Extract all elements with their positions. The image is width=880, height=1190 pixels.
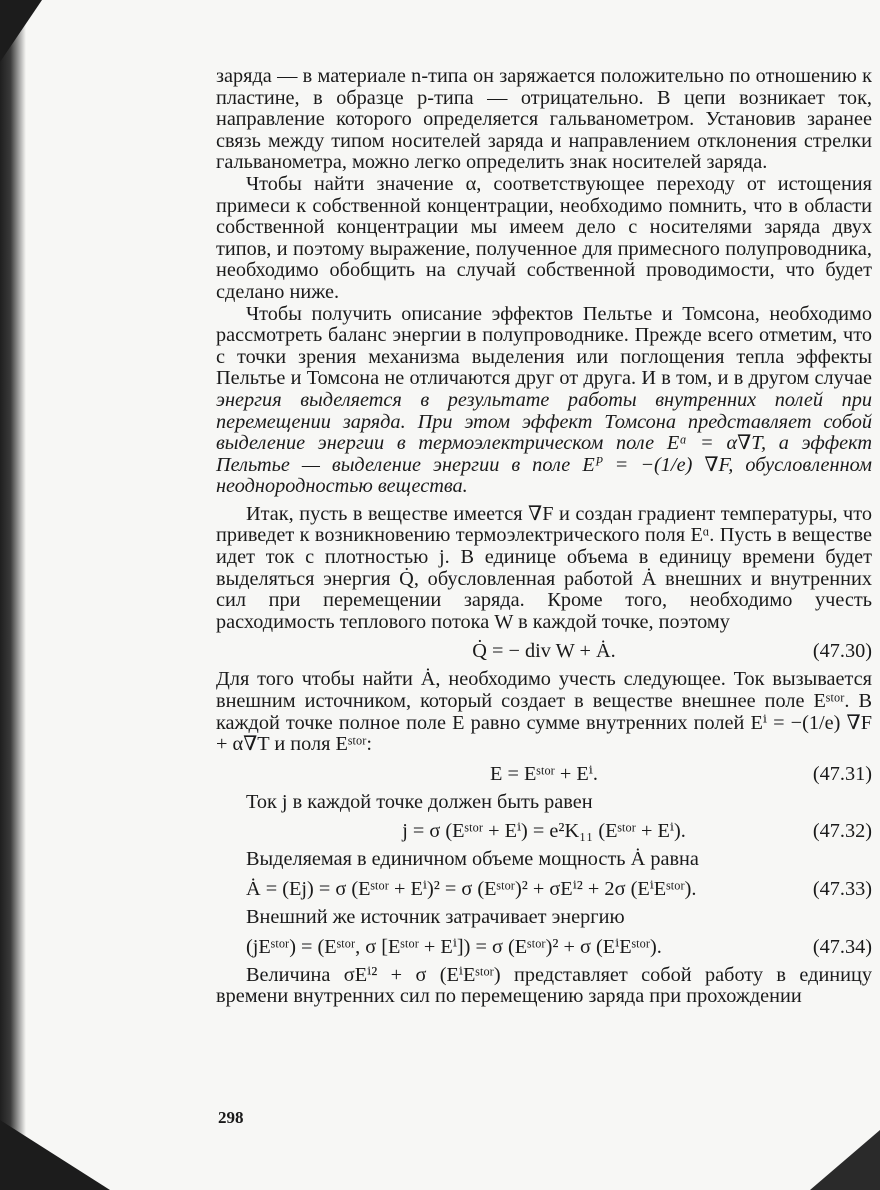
- scan-corner-bottom-right: [810, 1130, 880, 1190]
- equation-number: (47.34): [812, 935, 872, 958]
- equation-expr: (jEˢᵗᵒʳ) = (Eˢᵗᵒʳ, σ [Eˢᵗᵒʳ + Eⁱ]) = σ (Eˢᵗᵒʳ)² + σ (EⁱEˢᵗᵒʳ).: [246, 935, 662, 958]
- paragraph-2: Чтобы найти значение α, соответствующее переходу от истощения примеси к собственной концентрации, необходимо помнить, что в области собственной концентрации мы имеем дело с носителями заряда двух типов, и поэтому выражение, полученное для примесного полупроводника, необходимо обобщить на случай собственной проводимости, что будет сделано ниже.: [216, 172, 872, 303]
- page-body: [216, 66, 872, 1008]
- scan-corner-top-left: [0, 0, 42, 62]
- paragraph-1: заряда — в материале n-типа он заряжается положительно по отношению к пластине, в образце p-типа — отрицательно. В цепи возникает ток, направление которого определяется гальванометром. Установив заранее связь между типом носителей заряда и направлением отклонения стрелки гальванометра, можно легко определить знак носителей заряда.: [216, 65, 872, 174]
- paragraph-3-italic: энергия выделяется в результате работы внутренних полей при перемещении заряда. При этом эффект Томсона представляет собой выделение энергии в термоэлектрическом поле Eᵅ = α∇T, а эффект Пельтье — выделение энергии в поле Eᴾ = −(1/e) ∇F, обусловленном неоднородностью вещества.: [216, 388, 872, 498]
- paragraph-9: Величина σEⁱ² + σ (EⁱEˢᵗᵒʳ) представляет собой работу в единицу времени внутренних сил по перемещению заряда при прохождении: [216, 963, 872, 1008]
- equation-47-33: [216, 873, 872, 905]
- equation-expr: j = σ (Eˢᵗᵒʳ + Eⁱ) = e²K₁₁ (Eˢᵗᵒʳ + Eⁱ).: [402, 820, 686, 843]
- equation-expr: E = Eˢᵗᵒʳ + Eⁱ.: [490, 762, 598, 785]
- equation-47-34: [216, 931, 872, 963]
- equation-47-32: [216, 815, 872, 847]
- equation-expr: Q̇ = − div W + Ȧ.: [472, 640, 616, 663]
- paragraph-4: Итак, пусть в веществе имеется ∇F и создан градиент температуры, что приведет к возникновению термоэлектрического поля Eᵅ. Пусть в веществе идет ток с плотностью j. В единице объема в единицу времени будет выделяться энергия Q̇, обусловленная работой Ȧ внешних и внутренних сил при перемещении заряда. Кроме того, необходимо учесть расходимость теплового потока W в каждой точке, поэтому: [216, 502, 872, 633]
- equation-47-30: [216, 635, 872, 667]
- scan-corner-bottom-left: [0, 1120, 110, 1190]
- paragraph-3: [216, 304, 872, 498]
- paragraph-7: Выделяемая в единичном объеме мощность Ȧ равна: [246, 848, 699, 871]
- scan-shadow-left: [0, 0, 26, 1190]
- equation-expr: Ȧ = (Ej) = σ (Eˢᵗᵒʳ + Eⁱ)² = σ (Eˢᵗᵒʳ)² + σEⁱ² + 2σ (EⁱEˢᵗᵒʳ).: [246, 878, 697, 900]
- equation-number: (47.30): [812, 640, 872, 663]
- paragraph-6: Ток j в каждой точке должен быть равен: [246, 790, 593, 813]
- equation-47-31: [216, 758, 872, 790]
- equation-number: (47.33): [812, 878, 872, 900]
- equation-number: (47.32): [812, 820, 872, 843]
- equation-number: (47.31): [812, 762, 872, 785]
- paragraph-5: Для того чтобы найти Ȧ, необходимо учесть следующее. Ток вызывается внешним источником, который создает в веществе внешнее поле Eˢᵗᵒʳ. В каждой точке полное поле E равно сумме внутренних полей Eⁱ = −(1/e) ∇F + α∇T и поля Eˢᵗᵒʳ:: [216, 668, 872, 756]
- paragraph-3-text: Чтобы получить описание эффектов Пельтье и Томсона, необходимо рассмотреть баланс энергии в полупроводнике. Прежде всего отметим, что с точки зрения механизма выделения или поглощения тепла эффекты Пельтье и Томсона не отличаются друг от друга. И в том, и в другом случае: [216, 302, 872, 390]
- page-number: 298: [218, 1108, 244, 1127]
- paragraph-8: Внешний же источник затрачивает энергию: [246, 906, 625, 928]
